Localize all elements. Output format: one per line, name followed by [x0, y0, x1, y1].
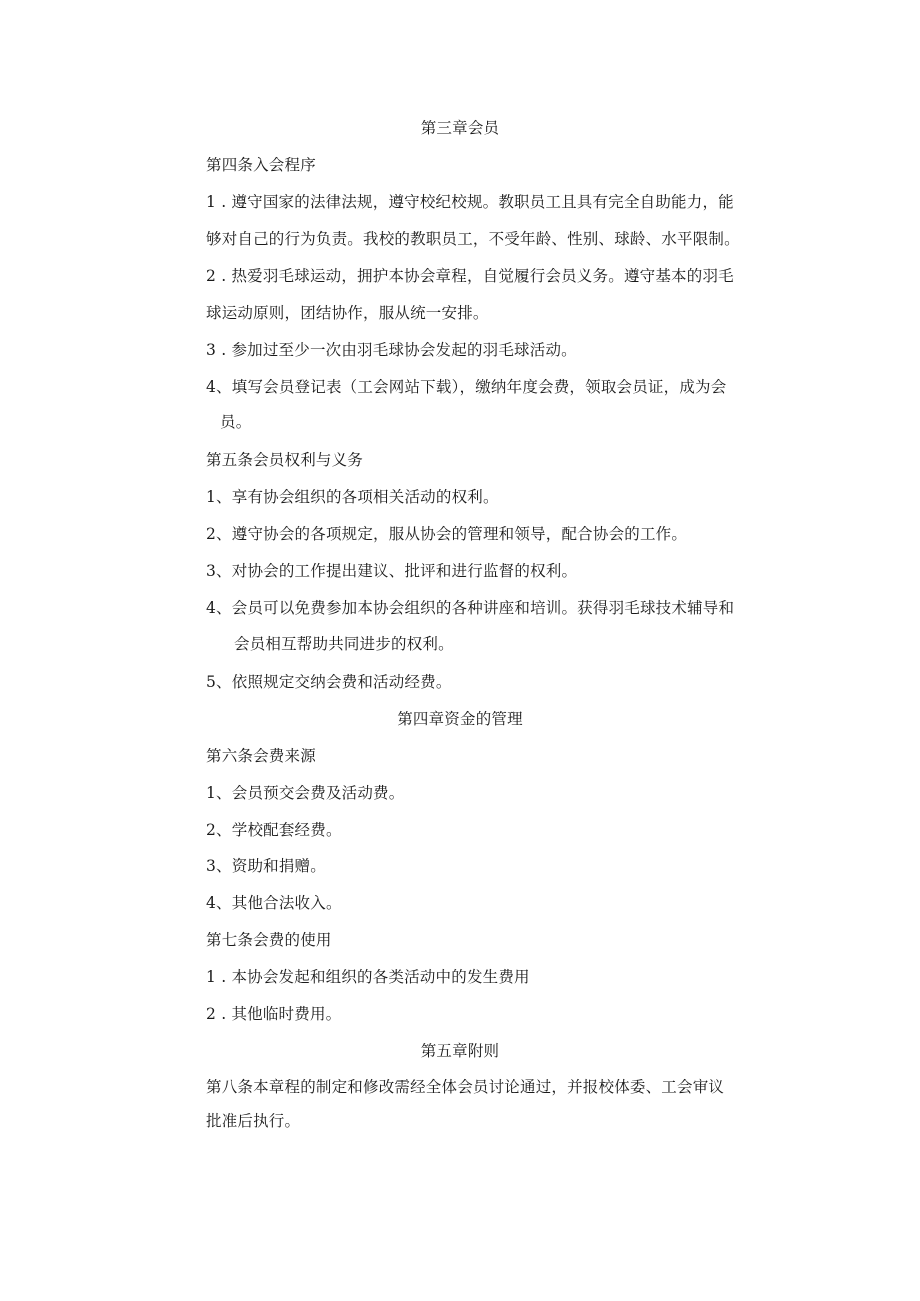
article-4-item-4-line-1: 4、填写会员登记表（工会网站下载），缴纳年度会费，领取会员证，成为会 — [206, 378, 727, 396]
article-4-heading: 第四条入会程序 — [206, 156, 316, 174]
article-4-item-2-line-1: 2 . 热爱羽毛球运动，拥护本协会章程，自觉履行会员义务。遵守基本的羽毛 — [206, 267, 734, 285]
article-4-item-3: 3 . 参加过至少一次由羽毛球协会发起的羽毛球活动。 — [206, 341, 577, 359]
article-7-item-1: 1 . 本协会发起和组织的各类活动中的发生费用 — [206, 968, 530, 986]
article-5-item-2: 2、遵守协会的各项规定，服从协会的管理和领导，配合协会的工作。 — [206, 525, 688, 543]
chapter-3-title: 第三章会员 — [420, 119, 500, 137]
article-4-item-2-line-2: 球运动原则，团结协作，服从统一安排。 — [206, 304, 489, 322]
chapter-4-title: 第四章资金的管理 — [397, 710, 523, 728]
article-6-item-4: 4、其他合法收入。 — [206, 894, 342, 912]
article-6-item-3: 3、资助和捐赠。 — [206, 857, 326, 875]
article-8-line-1: 第八条本章程的制定和修改需经全体会员讨论通过，并报校体委、工会审议 — [206, 1078, 725, 1096]
article-5-item-3: 3、对协会的工作提出建议、批评和进行监督的权利。 — [206, 562, 578, 580]
article-8-line-2: 批准后执行。 — [206, 1112, 301, 1130]
article-4-item-4-line-2: 员。 — [220, 413, 252, 431]
article-5-item-1: 1、享有协会组织的各项相关活动的权利。 — [206, 488, 499, 506]
article-4-item-1-line-1: 1 . 遵守国家的法律法规，遵守校纪校规。教职员工且具有完全自助能力，能 — [206, 193, 734, 211]
chapter-5-title: 第五章附则 — [420, 1042, 500, 1060]
article-7-item-2: 2 . 其他临时费用。 — [206, 1005, 342, 1023]
article-5-item-4-line-1: 4、会员可以免费参加本协会组织的各种讲座和培训。获得羽毛球技术辅导和 — [206, 599, 735, 617]
article-6-item-1: 1、会员预交会费及活动费。 — [206, 784, 405, 802]
article-5-heading: 第五条会员权利与义务 — [206, 451, 364, 469]
article-7-heading: 第七条会费的使用 — [206, 931, 332, 949]
article-6-item-2: 2、学校配套经费。 — [206, 821, 342, 839]
article-4-item-1-line-2: 够对自己的行为负责。我校的教职员工，不受年龄、性别、球龄、水平限制。 — [206, 230, 740, 248]
article-6-heading: 第六条会费来源 — [206, 747, 316, 765]
article-5-item-5: 5、依照规定交纳会费和活动经费。 — [206, 673, 452, 691]
article-5-item-4-line-2: 会员相互帮助共同进步的权利。 — [234, 635, 454, 653]
